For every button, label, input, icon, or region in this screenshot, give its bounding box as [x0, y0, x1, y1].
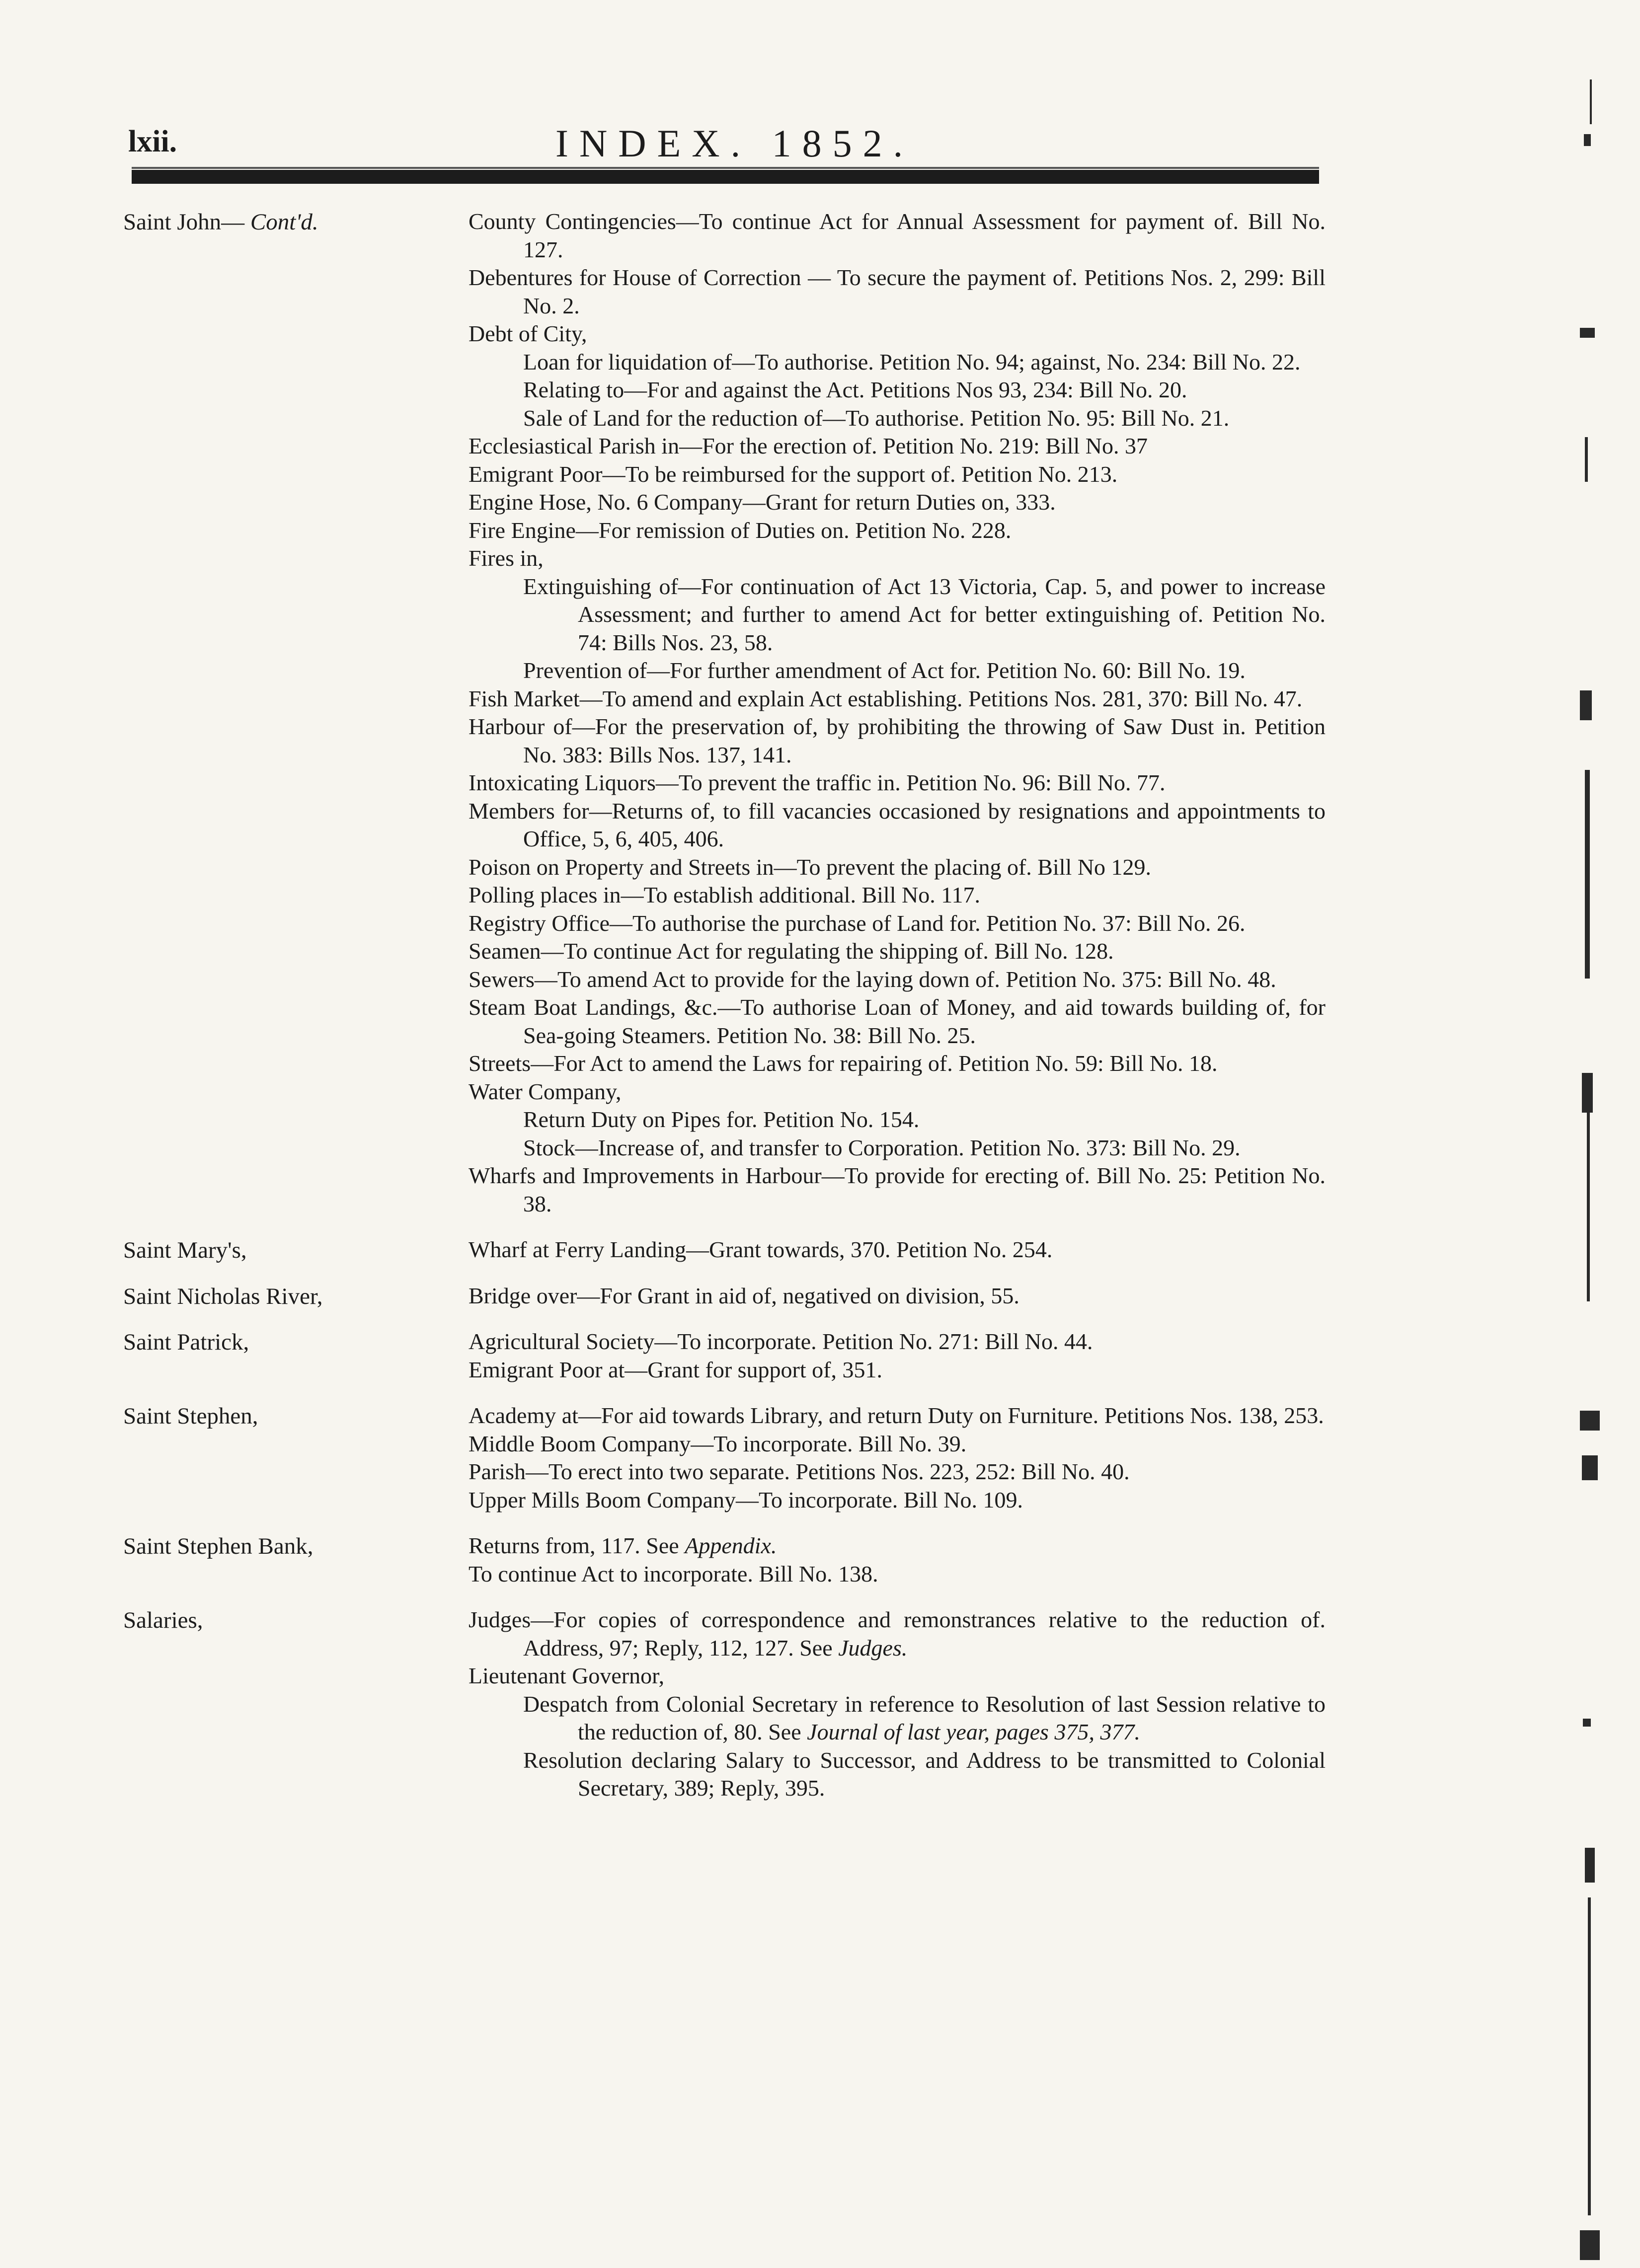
- entry-text: Harbour of—For the preservation of, by prohibiting the throwing of Saw Dust in. Petition No. 383: Bills Nos. 137, 141.: [469, 714, 1326, 767]
- subject-list: [469, 1532, 1326, 1588]
- page-header: [123, 114, 1316, 169]
- entry: [469, 264, 1326, 320]
- entry: [469, 1356, 1326, 1384]
- entry-text: Bridge over—For Grant in aid of, negatived on division, 55.: [469, 1283, 1019, 1308]
- entry-text: Fires in,: [469, 545, 544, 571]
- place-name: [123, 1532, 469, 1588]
- entry-text: Judges—For copies of correspondence and remonstrances relative to the reduction of. Address, 97; Reply, 112, 127. See: [469, 1607, 1326, 1661]
- entry-text: Despatch from Colonial Secretary in reference to Resolution of last Session relative to the reduction of, 80. See: [523, 1691, 1326, 1744]
- entry: [469, 488, 1326, 517]
- entry-text: Return Duty on Pipes for. Petition No. 154.: [523, 1107, 920, 1132]
- sub-entry: [523, 348, 1326, 377]
- place-name-suffix: Cont'd.: [250, 209, 318, 235]
- subject-list: [469, 1282, 1326, 1310]
- entry: [469, 460, 1326, 489]
- entry-text: Registry Office—To authorise the purchase of Land for. Petition No. 37: Bill No. 26.: [469, 910, 1246, 936]
- subject-list: [469, 1606, 1326, 1803]
- index-group: [123, 1236, 1326, 1264]
- entry: [469, 769, 1326, 797]
- place-name-text: Salaries,: [123, 1607, 203, 1633]
- sub-entry: [523, 376, 1326, 404]
- entry: [469, 432, 1326, 460]
- sub-entry: [523, 1746, 1326, 1803]
- entry-text: Fish Market—To amend and explain Act establishing. Petitions Nos. 281, 370: Bill No. 47.: [469, 685, 1303, 711]
- header-rule-thin: [132, 167, 1319, 169]
- entry: [469, 1606, 1326, 1662]
- entry-text: Streets—For Act to amend the Laws for repairing of. Petition No. 59: Bill No. 18.: [469, 1051, 1218, 1076]
- entry: [469, 1430, 1326, 1458]
- entry-text: Debentures for House of Correction — To secure the payment of. Petitions Nos. 2, 299: Bill No. 2.: [469, 265, 1326, 318]
- entry-text: Lieutenant Governor,: [469, 1663, 665, 1688]
- place-name-text: Saint John—: [123, 209, 245, 235]
- entry-text: Parish—To erect into two separate. Petitions Nos. 223, 252: Bill No. 40.: [469, 1459, 1130, 1484]
- place-name-text: Saint Stephen Bank,: [123, 1533, 313, 1559]
- entry: [469, 1486, 1326, 1514]
- place-name: [123, 1236, 469, 1264]
- entry: [469, 1402, 1326, 1430]
- index-group: [123, 1282, 1326, 1310]
- entry: [469, 797, 1326, 853]
- entry-text: Steam Boat Landings, &c.—To authorise Loan of Money, and aid towards building of, for Sea-going Steamers. Petition No. 38: Bill No. 25.: [469, 994, 1326, 1048]
- entry: [469, 909, 1326, 938]
- entry-text: Prevention of—For further amendment of Act for. Petition No. 60: Bill No. 19.: [523, 658, 1246, 683]
- entry-text: Seamen—To continue Act for regulating the shipping of. Bill No. 128.: [469, 938, 1114, 964]
- entry-text: Wharfs and Improvements in Harbour—To provide for erecting of. Bill No. 25: Petition No. 38.: [469, 1163, 1326, 1216]
- entry-text: Relating to—For and against the Act. Petitions Nos 93, 234: Bill No. 20.: [523, 377, 1187, 402]
- entry-text: Academy at—For aid towards Library, and return Duty on Furniture. Petitions Nos. 138, 253.: [469, 1403, 1324, 1428]
- entry-text: Poison on Property and Streets in—To prevent the placing of. Bill No 129.: [469, 854, 1152, 880]
- entry: [469, 1236, 1326, 1264]
- place-name: [123, 1606, 469, 1803]
- entry: [469, 1328, 1326, 1356]
- entry: [469, 1078, 1326, 1106]
- place-name-text: Saint Mary's,: [123, 1237, 247, 1263]
- entry: [469, 544, 1326, 573]
- place-name-text: Saint Nicholas River,: [123, 1283, 323, 1309]
- header-rule: [132, 170, 1319, 184]
- place-name-text: Saint Patrick,: [123, 1329, 249, 1355]
- entry-text: Stock—Increase of, and transfer to Corporation. Petition No. 373: Bill No. 29.: [523, 1134, 1241, 1160]
- entry-text: County Contingencies—To continue Act for Annual Assessment for payment of. Bill No. 127.: [469, 209, 1326, 262]
- entry-text: Debt of City,: [469, 321, 587, 346]
- entry: [469, 993, 1326, 1050]
- entry: [469, 937, 1326, 966]
- entry: [469, 320, 1326, 348]
- entry-text: Members for—Returns of, to fill vacancies occasioned by resignations and appointments to Office, 5, 6, 405, 406.: [469, 798, 1326, 851]
- entry: [469, 1282, 1326, 1310]
- sub-entry: [523, 1106, 1326, 1134]
- page-number: lxii.: [128, 125, 177, 158]
- place-name: [123, 1328, 469, 1384]
- sub-entry: [523, 404, 1326, 433]
- entry: [469, 1458, 1326, 1486]
- sub-entry: [523, 657, 1326, 685]
- place-name: [123, 1402, 469, 1514]
- entry: [469, 517, 1326, 545]
- subject-list: [469, 1236, 1326, 1264]
- index-group: [123, 1402, 1326, 1514]
- index-group: [123, 1532, 1326, 1588]
- entry: [469, 1162, 1326, 1218]
- entry-text: Ecclesiastical Parish in—For the erection of. Petition No. 219: Bill No. 37: [469, 433, 1148, 458]
- entry: [469, 853, 1326, 882]
- sub-entry: [523, 573, 1326, 657]
- subject-list: [469, 1402, 1326, 1514]
- entry-text: Agricultural Society—To incorporate. Petition No. 271: Bill No. 44.: [469, 1329, 1093, 1354]
- entry-italic-reference: Appendix.: [685, 1533, 777, 1558]
- entry: [469, 1662, 1326, 1690]
- entry: [469, 713, 1326, 769]
- entry-text: Water Company,: [469, 1078, 622, 1104]
- entry: [469, 685, 1326, 713]
- sub-entry: [523, 1690, 1326, 1746]
- entry: [469, 881, 1326, 909]
- entry-text: To continue Act to incorporate. Bill No. 138.: [469, 1561, 878, 1587]
- page-title: INDEX. 1852.: [555, 122, 914, 165]
- entry-italic-reference: Judges.: [838, 1635, 908, 1661]
- entry-text: Polling places in—To establish additional. Bill No. 117.: [469, 882, 980, 907]
- entry-text: Fire Engine—For remission of Duties on. Petition No. 228.: [469, 517, 1012, 543]
- entry: [469, 1532, 1326, 1560]
- entry-text: Engine Hose, No. 6 Company—Grant for return Duties on, 333.: [469, 489, 1056, 515]
- entry-text: Sewers—To amend Act to provide for the laying down of. Petition No. 375: Bill No. 48.: [469, 966, 1276, 992]
- entry-text: Upper Mills Boom Company—To incorporate. Bill No. 109.: [469, 1487, 1023, 1512]
- sub-entry: [523, 1134, 1326, 1162]
- place-name: [123, 1282, 469, 1310]
- place-name-text: Saint Stephen,: [123, 1403, 258, 1429]
- place-name: [123, 208, 469, 1218]
- subject-list: [469, 1328, 1326, 1384]
- entry-text: Emigrant Poor at—Grant for support of, 351.: [469, 1357, 882, 1382]
- index-group: [123, 208, 1326, 1218]
- index-group: [123, 1328, 1326, 1384]
- entry: [469, 208, 1326, 264]
- margin-ink-marks: [1560, 79, 1620, 2240]
- entry-text: Resolution declaring Salary to Successor, and Address to be transmitted to Colonial Secretary, 389; Reply, 395.: [523, 1747, 1326, 1801]
- entry-text: Returns from, 117. See: [469, 1533, 679, 1558]
- entry-text: Extinguishing of—For continuation of Act 13 Victoria, Cap. 5, and power to increase Assessment; and further to amend Act for better extinguishing of. Petition No. 74: Bills Nos. 23, 58.: [523, 573, 1326, 655]
- entry-text: Loan for liquidation of—To authorise. Petition No. 94; against, No. 234: Bill No. 22.: [523, 349, 1301, 375]
- entry-text: Middle Boom Company—To incorporate. Bill No. 39.: [469, 1431, 967, 1456]
- entry-text: Sale of Land for the reduction of—To authorise. Petition No. 95: Bill No. 21.: [523, 405, 1230, 431]
- index-entries: [123, 208, 1326, 1820]
- entry-italic-reference: Journal of last year, pages 375, 377.: [807, 1719, 1140, 1744]
- entry-text: Intoxicating Liquors—To prevent the traffic in. Petition No. 96: Bill No. 77.: [469, 770, 1166, 795]
- entry-text: Emigrant Poor—To be reimbursed for the support of. Petition No. 213.: [469, 461, 1118, 487]
- entry: [469, 1560, 1326, 1588]
- entry: [469, 966, 1326, 994]
- entry-text: Wharf at Ferry Landing—Grant towards, 370. Petition No. 254.: [469, 1237, 1053, 1262]
- subject-list: [469, 208, 1326, 1218]
- index-group: [123, 1606, 1326, 1803]
- entry: [469, 1050, 1326, 1078]
